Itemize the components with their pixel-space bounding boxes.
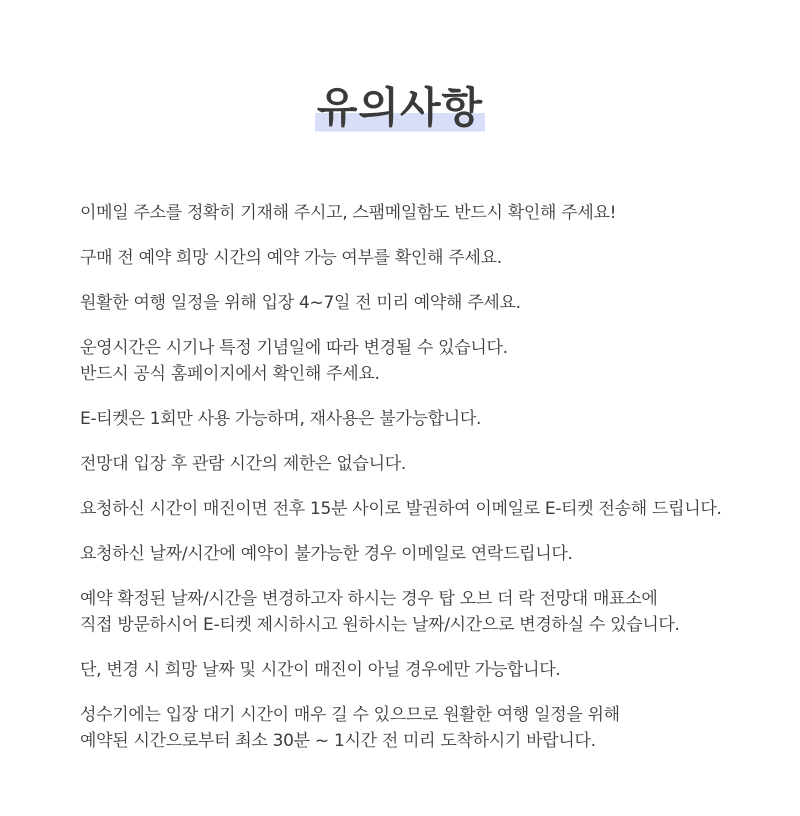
note-line: 성수기에는 입장 대기 시간이 매우 길 수 있으므로 원활한 여행 일정을 위해 xyxy=(80,705,620,725)
note-line: 예약된 시간으로부터 최소 30분 ~ 1시간 전 미리 도착하시기 바랍니다. xyxy=(80,731,596,751)
note-item xyxy=(80,335,780,387)
note-line: E-티켓은 1회만 사용 가능하며, 재사용은 불가능합니다. xyxy=(80,409,482,429)
note-item xyxy=(80,657,780,683)
note-item xyxy=(80,702,780,754)
note-line: 직접 방문하시어 E-티켓 제시하시고 원하시는 날짜/시간으로 변경하실 수 있습니다. xyxy=(80,615,680,635)
note-line: 요청하신 시간이 매진이면 전후 15분 사이로 발권하여 이메일로 E-티켓 전송해 드립니다. xyxy=(80,499,722,519)
note-line: 단, 변경 시 희망 날짜 및 시간이 매진이 아닐 경우에만 가능합니다. xyxy=(80,660,561,680)
note-line: 예약 확정된 날짜/시간을 변경하고자 하시는 경우 탑 오브 더 락 전망대 매표소에 xyxy=(80,589,658,609)
page-title: 유의사항 xyxy=(316,83,484,132)
note-line: 이메일 주소를 정확히 기재해 주시고, 스팸메일함도 반드시 확인해 주세요! xyxy=(80,203,617,223)
note-line: 전망대 입장 후 관람 시간의 제한은 없습니다. xyxy=(80,454,406,474)
note-item xyxy=(80,245,780,271)
note-item xyxy=(80,586,780,638)
note-item xyxy=(80,200,780,226)
note-line: 운영시간은 시기나 특정 기념일에 따라 변경될 수 있습니다. xyxy=(80,338,508,358)
notes-list xyxy=(80,200,780,773)
note-line: 원활한 여행 일정을 위해 입장 4~7일 전 미리 예약해 주세요. xyxy=(80,293,521,313)
note-item xyxy=(80,496,780,522)
note-item xyxy=(80,290,780,316)
note-line: 반드시 공식 홈페이지에서 확인해 주세요. xyxy=(80,364,380,384)
note-item xyxy=(80,406,780,432)
note-item xyxy=(80,451,780,477)
note-line: 구매 전 예약 희망 시간의 예약 가능 여부를 확인해 주세요. xyxy=(80,248,502,268)
note-item xyxy=(80,541,780,567)
title-container xyxy=(0,82,800,134)
note-line: 요청하신 날짜/시간에 예약이 불가능한 경우 이메일로 연락드립니다. xyxy=(80,544,573,564)
